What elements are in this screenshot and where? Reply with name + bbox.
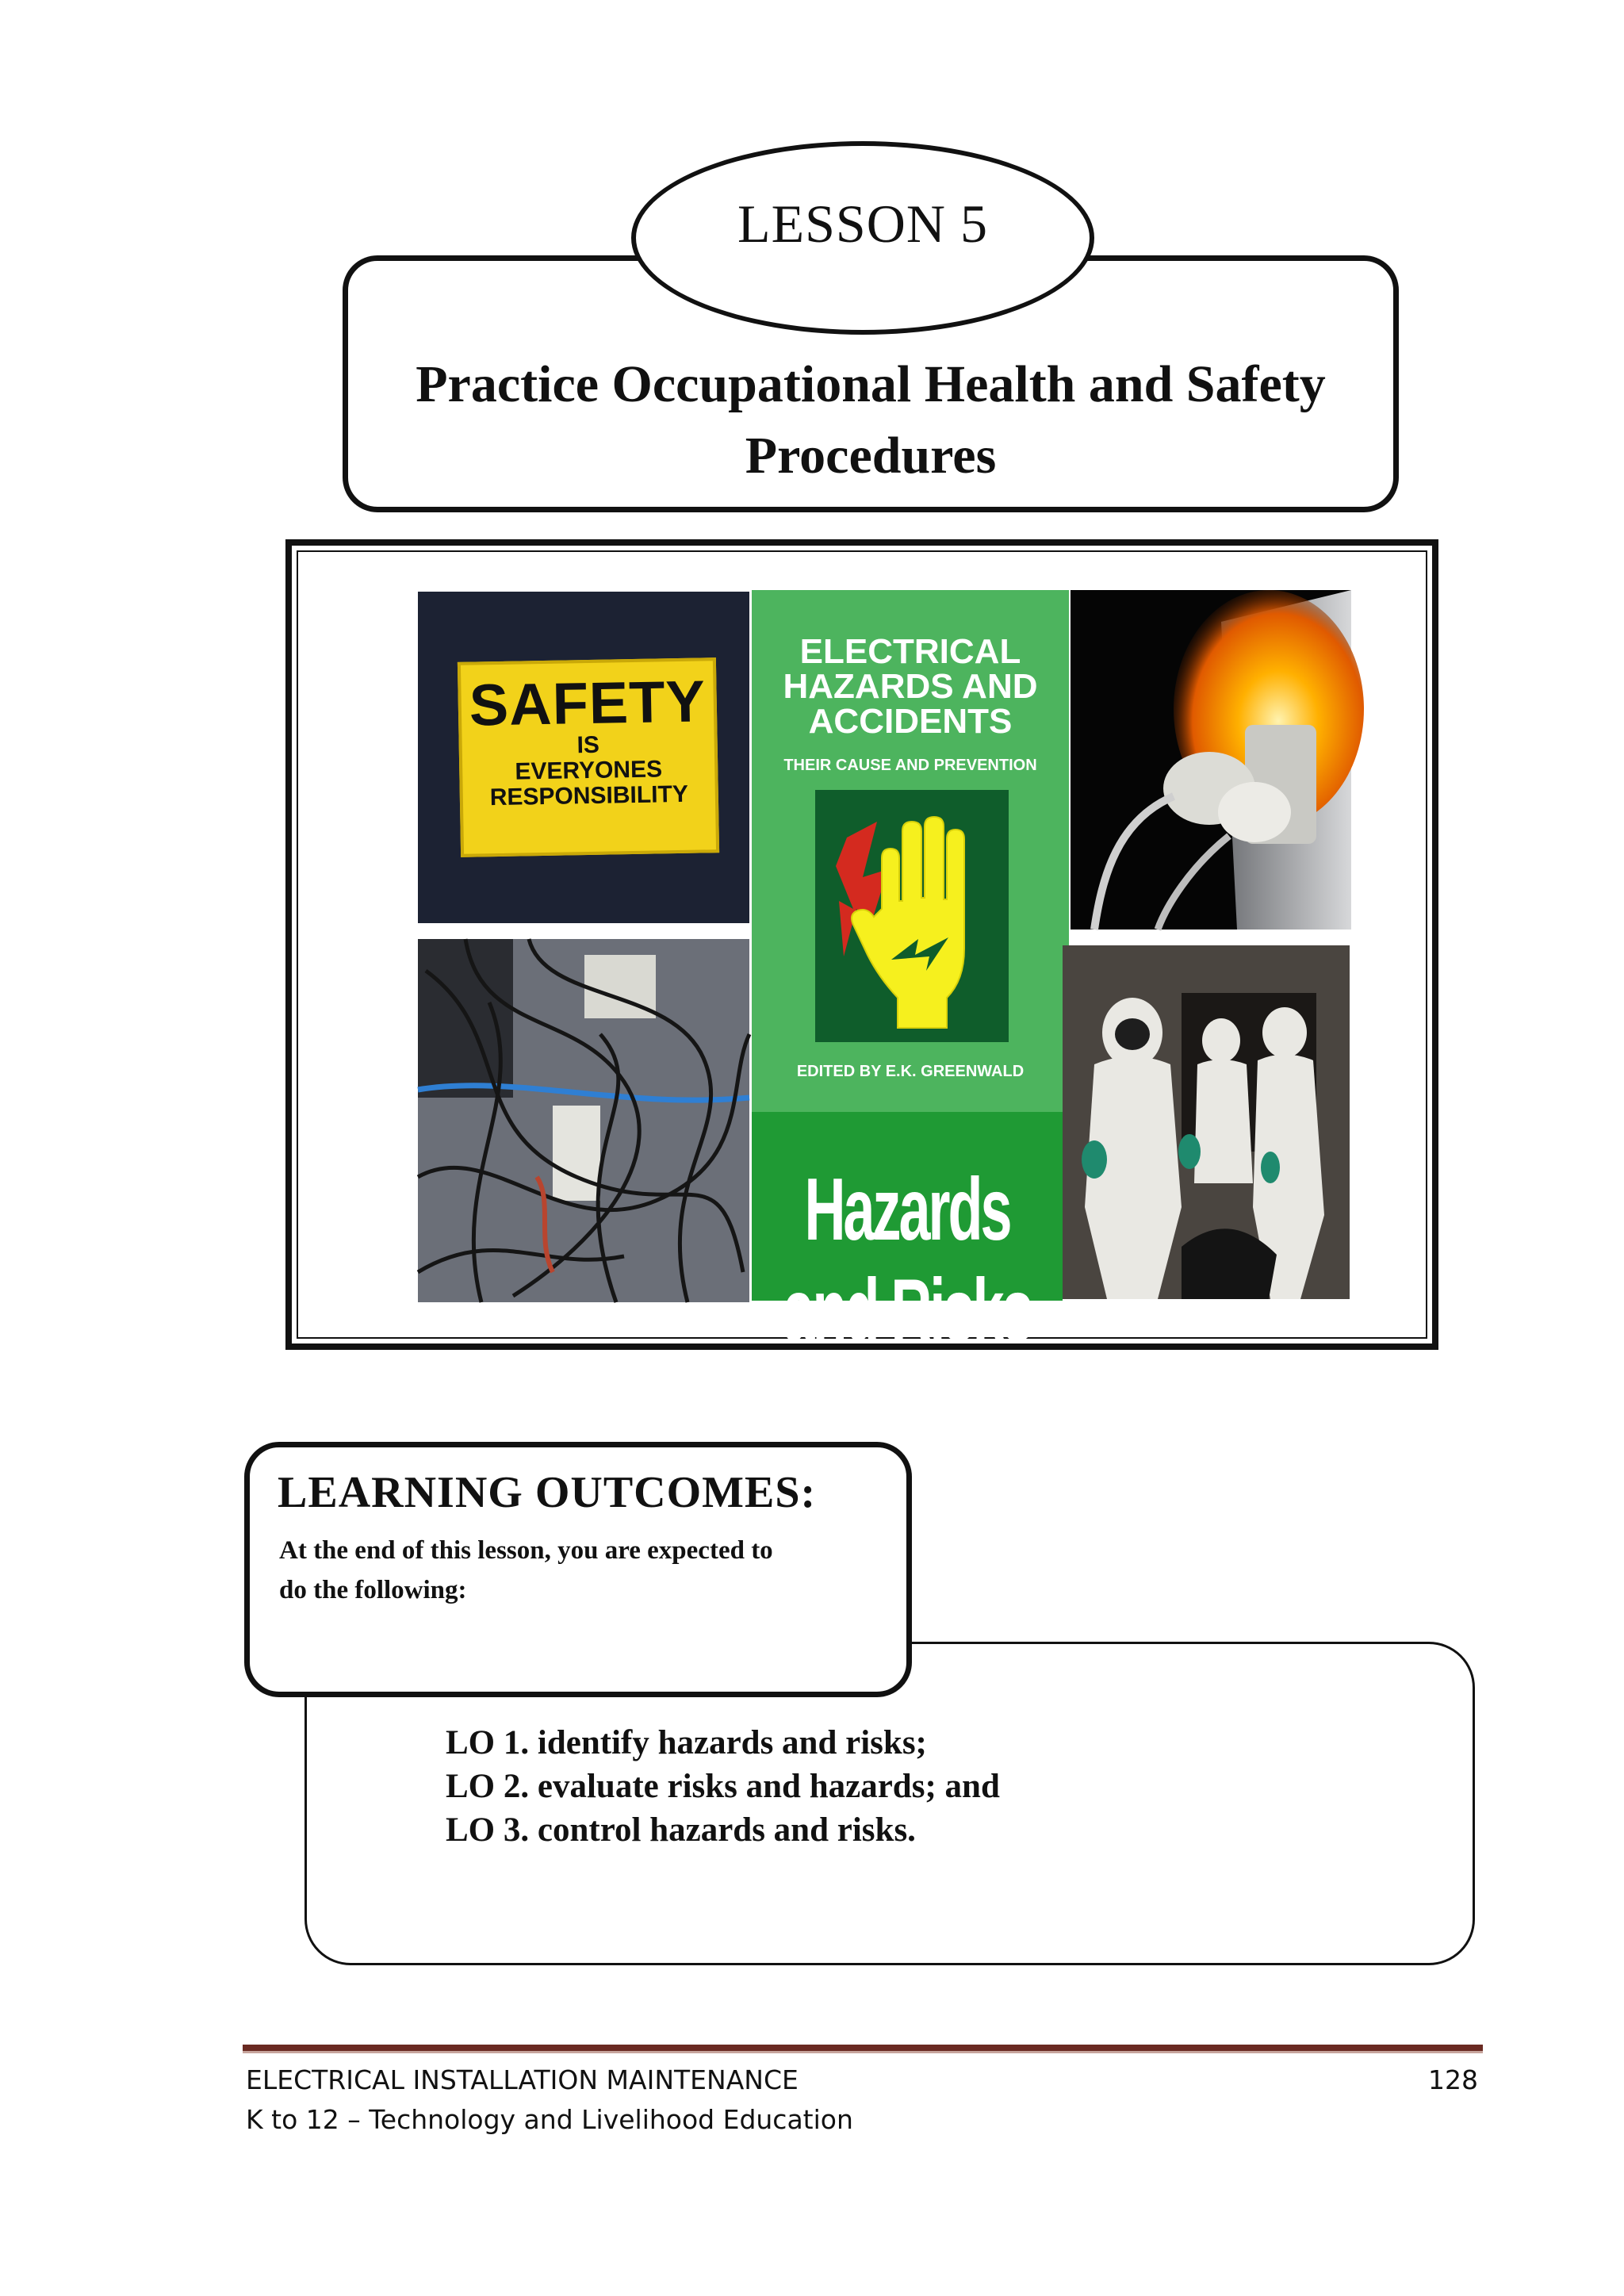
lesson-number-ellipse: [631, 141, 1094, 335]
lesson-title-line-2: Procedures: [745, 427, 997, 485]
burning-outlet-illustration: [1071, 590, 1351, 930]
learning-outcome-item: LO 2. evaluate risks and hazards; and: [446, 1768, 1000, 1805]
safety-sign-line-1: SAFETY: [469, 668, 707, 738]
footer-text: [246, 2060, 853, 2140]
book-cover-photo: [752, 590, 1069, 1112]
learning-outcomes-intro-line-2: do the following:: [279, 1576, 467, 1604]
shock-hand-illustration: [815, 790, 1009, 1042]
footer-course: ELECTRICAL INSTALLATION MAINTENANCE: [246, 2064, 799, 2095]
safety-sign-line-3: EVERYONES: [515, 756, 663, 785]
book-title: [752, 634, 1069, 739]
learning-outcome-item: LO 1. identify hazards and risks;: [446, 1724, 927, 1761]
lesson-title: [373, 349, 1369, 492]
safety-sign-photo: [418, 592, 749, 923]
footer-program: K to 12 – Technology and Livelihood Education: [246, 2104, 853, 2135]
book-title-line-2: HAZARDS AND: [783, 667, 1038, 706]
learning-outcomes-heading: LEARNING OUTCOMES:: [278, 1468, 817, 1517]
learning-outcomes-intro: [279, 1531, 882, 1610]
book-editor: EDITED BY E.K. GREENWALD: [796, 1063, 1025, 1080]
learning-outcome-item: LO 3. control hazards and risks.: [446, 1811, 916, 1849]
safety-sign: [458, 657, 719, 857]
book-title-line-3: ACCIDENTS: [808, 702, 1013, 741]
tangled-cables-photo: [418, 939, 749, 1302]
book-title-line-1: ELECTRICAL: [799, 632, 1021, 671]
learning-outcomes-intro-line-1: At the end of this lesson, you are expected to: [279, 1536, 773, 1565]
tangled-cables-illustration: [418, 939, 749, 1302]
learning-outcomes-list: [446, 1721, 1000, 1852]
lesson-title-line-1: Practice Occupational Health and Safety: [416, 355, 1326, 413]
safety-sign-line-2: IS: [576, 731, 600, 759]
lesson-label: LESSON 5: [737, 193, 988, 254]
burning-outlet-photo: [1071, 590, 1351, 930]
hazmat-workers-illustration: [1063, 945, 1350, 1299]
hazards-banner-text: Hazards and Risks: [783, 1160, 1032, 1360]
book-subtitle: THEIR CAUSE AND PREVENTION: [783, 757, 1037, 774]
hazards-banner: [752, 1112, 1063, 1360]
shock-hand-icon: [815, 790, 1009, 1042]
footer-rule: [243, 2045, 1483, 2053]
safety-sign-line-4: RESPONSIBILITY: [489, 780, 689, 811]
page-number: 128: [1428, 2064, 1478, 2095]
hazmat-workers-photo: [1063, 945, 1350, 1299]
